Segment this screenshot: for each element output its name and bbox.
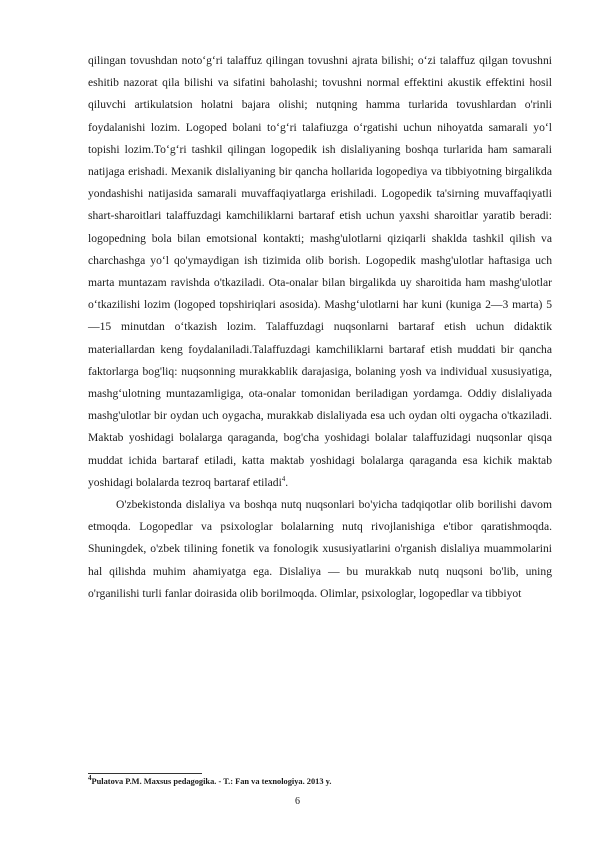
- footnote-text: Pulatova P.M. Maxsus pedagogika. - T.: Fan va texnologiya. 2013 y.: [91, 777, 332, 786]
- footnote-number: 4: [88, 774, 92, 783]
- footnote: [88, 776, 552, 787]
- page-number: 6: [295, 796, 300, 807]
- footnote-reference[interactable]: 4: [281, 475, 286, 483]
- paragraph: [88, 50, 552, 494]
- paragraph-text: O'zbekistonda dislaliya va boshqa nutq nuqsonlari bo'yicha tadqiqotlar olib borilishi davom etmoqda. Logopedlar va psixologlar bolalarning nutq rivojlanishiga e'tibor qaratishmoqda. Shuningdek, o'zbek tilining fonetik va fonologik xususiyatlarini o'rganish dislaliya muammolarini hal qilishda muhim ahamiyatga ega. Dislaliya — bu murakkab nutq nuqsoni bo'lib, uning o'rganilishi turli fanlar doirasida olib borilmoqda. Olimlar, psixologlar, logopedlar va tibbiyot: [88, 498, 552, 600]
- body-text: [88, 50, 552, 605]
- paragraph-end: .: [285, 475, 289, 489]
- footnote-separator: [88, 773, 202, 774]
- paragraph-text: qilingan tovushdan noto‘g‘ri talaffuz qilingan tovushni ajrata bilishi; o‘zi talaffuz qilgan tovushni eshitib nazorat qila bilishi va sifatini baholashi; tovushni normal effektini akustik effektini hosil qiluvchi artikulatsion holatni bajara olishi; nutqning hamma turlarida tovushlardan o'rinli foydalanishi lozim. Logoped bolani to‘g‘ri talafiuzga o‘rgatishi uchun nihoyatda samarali yo‘l topishi lozim.To‘g‘ri tashkil qilingan logopedik ish dislaliyaning boshqa turlarida ham samarali natijaga erishadi. Mexanik dislaliyaning bir qancha hollarida logopediya va tibbiyotning birgalikda yondashishi natijasida samarali muvaffaqiyatlarga erishiladi. Logopedik ta'sirning muvaffaqiyatli shart-sharoitlari talaffuzdagi kamchiliklarni bartaraf etish uchun yaxshi sharoitlar yaratib beradi: logopedning bola bilan emotsional kontakti; mashg'ulotlarni qiziqarli shaklda tashkil qilish va charchashga yo‘l qo'ymaydigan ish tizimida olib borish. Logopedik mashg'ulotlar haftasiga uch marta muntazam ravishda o'tkaziladi. Ota-onalar bilan birgalikda uy sharoitida ham mashg'ulotlar o‘tkazilishi lozim (logoped topshiriqlari asosida). Mashg‘ulotlarni har kuni (kuniga 2—3 marta) 5—15 minutdan o‘tkazish lozim. Talaffuzdagi nuqsonlarni bartaraf etish uchun didaktik materiallardan keng foydalaniladi.Talaffuzdagi kamchiliklarni bartaraf etish muddati bir qancha faktorlarga bog'liq: nuqsonning murakkablik darajasiga, bolaning yosh va individual xususiyatiga, mashg‘ulotning muntazamligiga, ota-onalar tomonidan beriladigan yordamga. Oddiy dislaliyada mashg'ulotlar bir oydan uch oygacha, murakkab dislaliyada esa uch oydan olti oygacha o'tkaziladi. Maktab yoshidagi bolalarga qaraganda, bog'cha yoshidagi bolalar talaffuzidagi nuqsonlar qisqa muddat ichida bartaraf etiladi, katta maktab yoshidagi bolalarga qaraganda esa kichik maktab yoshidagi bolalarda tezroq bartaraf etiladi: [88, 54, 552, 489]
- paragraph: [88, 494, 552, 605]
